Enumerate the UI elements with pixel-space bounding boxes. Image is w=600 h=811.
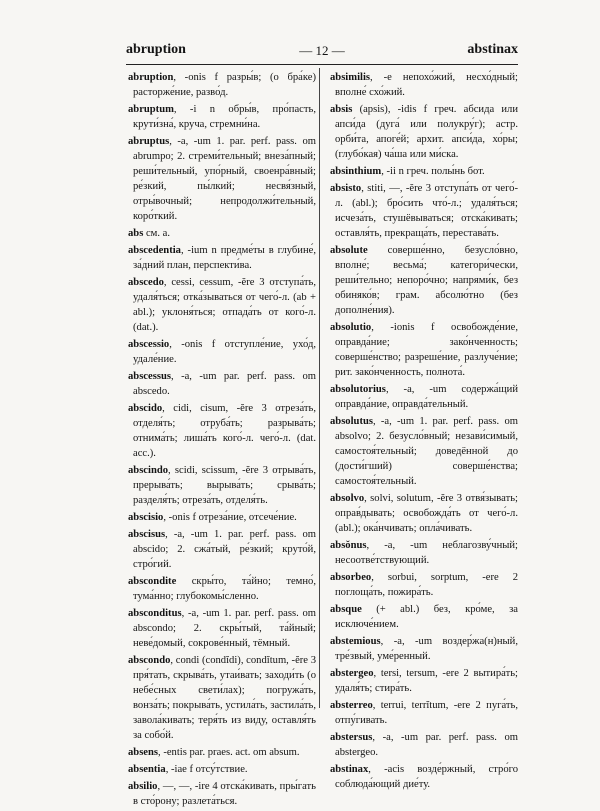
page-header — [126, 40, 518, 65]
entry-definition: , -a, -um неблагозву́чный; несоотве́тствующий. — [335, 540, 518, 566]
page-number: — 12 — — [299, 43, 345, 58]
dictionary-entry — [128, 226, 316, 241]
entry-definition: , -onis f отступле́ние, ухо́д, удале́ние. — [133, 339, 316, 365]
entry-headword: absilio — [128, 781, 158, 792]
dictionary-entry — [128, 527, 316, 572]
dictionary-entry — [128, 510, 316, 525]
entry-headword: absens — [128, 747, 159, 758]
left-running-headword: abruption — [126, 42, 186, 57]
dictionary-entry — [128, 401, 316, 461]
entry-definition: , -onis f отреза́ние, отсече́ние. — [163, 512, 297, 523]
entry-definition: скры́то, та́йно; темно́, тума́нно; глубокомы́сленно. — [133, 576, 316, 602]
dictionary-entry — [330, 570, 518, 600]
dictionary-entry — [330, 538, 518, 568]
entry-headword: abs — [128, 228, 144, 239]
dictionary-entry — [128, 275, 316, 335]
entry-definition: , -e непохо́жий, несхо́дный; вполне́ схо́жий. — [335, 72, 518, 98]
entry-headword: abruptum — [128, 104, 174, 115]
entry-headword: abstinax — [330, 764, 369, 775]
entry-headword: abscessio — [128, 339, 170, 350]
entry-definition: , stiti, —, -ĕre 3 отступа́ть от чего́-л. (abl.); бро́сить что́-л.; удаля́ться; исчеза́ть, стушёвываться; отска́кивать; оставля́ть, прекраща́ть, перестава́ть. — [335, 183, 518, 239]
dictionary-entry — [330, 243, 518, 318]
dictionary-entry — [128, 134, 316, 224]
dictionary-entry — [330, 602, 518, 632]
dictionary-entry — [330, 414, 518, 489]
column-divider — [319, 68, 320, 708]
dictionary-entry — [330, 164, 518, 179]
entry-headword: absinthium — [330, 166, 382, 177]
dictionary-entry — [330, 762, 518, 792]
entry-definition: , sorbui, sorptum, -ere 2 поглоща́ть, пожира́ть. — [335, 572, 518, 598]
entry-definition: , -ionis f освобожде́ние, оправда́ние; зако́нченность; соверше́нство; разреше́ние, разлуче́ние; рит. зако́нченность, полнота́. — [335, 322, 518, 378]
entry-headword: absolutus — [330, 416, 373, 427]
entry-definition: , -a, -um par. perf. pass. om abstergeo. — [335, 732, 518, 758]
entry-headword: absis — [330, 104, 353, 115]
entry-definition: соверше́нно, безусло́вно, вполне́; весьма́; категори́чески, реши́тельно; непоро́чно; напрями́к, без обиняко́в; грам. абсолю́тно (без дополне́ния). — [335, 245, 518, 316]
entry-headword: abruptus — [128, 136, 170, 147]
entry-definition: , -ium n предме́ты в глубине́, за́дний план, перспекти́ва. — [133, 245, 316, 271]
dictionary-entry — [330, 102, 518, 162]
dictionary-entry — [128, 243, 316, 273]
dictionary-entry — [128, 463, 316, 508]
dictionary-entry — [128, 574, 316, 604]
dictionary-entry — [330, 730, 518, 760]
dictionary-entry — [128, 70, 316, 100]
entry-headword: absolvo — [330, 493, 365, 504]
entry-definition: , -acis возде́ржный, стро́го соблюда́ющий дие́ту. — [335, 764, 518, 790]
entry-headword: absimilis — [330, 72, 371, 83]
entry-headword: absolute — [330, 245, 368, 256]
entry-definition: , scidi, scissum, -ĕre 3 отрыва́ть, прерыва́ть; вырыва́ть; срыва́ть; разделя́ть; отреза́ть, отделя́ть. — [133, 465, 316, 506]
entry-definition: , -a, -um 1. par. perf. pass. om abrumpo; 2. стреми́тельный; внеза́пный; реши́тельный, упо́рный, своенра́вный; ре́зкий, пы́лкий; несвя́зный, отры́вочный; непродолжи́тельный, коро́ткий. — [133, 136, 316, 222]
entry-headword: absorbeo — [330, 572, 372, 583]
right-running-headword: abstinax — [467, 42, 518, 57]
dictionary-entry — [128, 653, 316, 743]
entry-headword: abscondite — [128, 576, 177, 587]
entry-headword: abruption — [128, 72, 174, 83]
entry-definition: , -entis par. praes. act. om absum. — [158, 747, 300, 758]
dictionary-entry — [128, 745, 316, 760]
dictionary-entry — [128, 779, 316, 809]
entry-definition: , -ii n греч. полы́нь бот. — [381, 166, 485, 177]
entry-definition: (apsis), -idis f греч. абсида или апси́да (дуга́ или полукру́г); астр. орби́та, апоге́й; архит. апси́да, хо́ры; (глубо́кая) ча́ша или ми́ска. — [335, 104, 518, 160]
entry-definition: , -onis f разры́в; (о бра́ке) расторже́ние, разво́д. — [133, 72, 316, 98]
entry-headword: absŏnus — [330, 540, 367, 551]
entry-headword: absisto — [330, 183, 362, 194]
dictionary-entry — [330, 634, 518, 664]
entry-headword: abscondo — [128, 655, 171, 666]
entry-headword: absentia — [128, 764, 166, 775]
entry-definition: , -a, -um 1. par. perf. pass. om abscondo; 2. скры́тый, та́йный; неве́домый, сокрове́нный, тёмный. — [133, 608, 316, 649]
dictionary-entry — [330, 382, 518, 412]
entry-definition: (+ abl.) без, кро́ме, за исключе́нием. — [335, 604, 518, 630]
entry-headword: abstergeo — [330, 668, 374, 679]
entry-definition: , condi (condĭdi), condĭtum, -ĕre 3 пря́тать, скрыва́ть, утаи́вать; заходи́ть (о небе́сных свети́лах); погружа́ть, вонза́ть; покрыва́ть, устила́ть, застила́ть, завола́кивать; теря́ть из виду, оставля́ть за собо́й. — [133, 655, 316, 741]
left-column — [128, 70, 316, 811]
entry-definition: , -a, -um 1. par. perf. pass. om abscido; 2. сжа́тый, ре́зкий; круто́й, стро́гий. — [133, 529, 316, 570]
entry-headword: abscindo — [128, 465, 169, 476]
dictionary-entry — [128, 762, 316, 777]
entry-definition: см. a. — [143, 228, 171, 239]
entry-definition: , -a, -um par. perf. pass. om abscedo. — [133, 371, 316, 397]
entry-headword: absterreo — [330, 700, 373, 711]
entry-headword: absolutorius — [330, 384, 386, 395]
entry-definition: , -i n обры́в, про́пасть, крути́зна́, круча, стремни́на. — [133, 104, 316, 130]
entry-headword: abstemious — [330, 636, 381, 647]
entry-definition: , -a, -um 1. par. perf. pass. om absolvo; 2. безусло́вный; незави́симый, самостоя́тельный; доведённой до (дости́гший) соверше́нства; самостоя́тельный. — [335, 416, 518, 487]
entry-definition: , tersi, tersum, -ere 2 вытира́ть; удаля́ть; стира́ть. — [335, 668, 518, 694]
dictionary-entry — [330, 70, 518, 100]
dictionary-entry — [330, 491, 518, 536]
entry-headword: abscessus — [128, 371, 171, 382]
entry-definition: , cidi, cisum, -ĕre 3 отреза́ть, отделя́ть; отруба́ть; разрыва́ть; отнима́ть; лиша́ть кого́-л. чего́-л. (dat. acc.). — [133, 403, 316, 459]
entry-definition: , -a, -um воздер́жа(н)ный, тре́звый, уме́ренный. — [335, 636, 518, 662]
dictionary-entry — [128, 369, 316, 399]
entry-definition: , cessi, cessum, -ĕre 3 отступа́ть, удаля́ться; отка́зываться от чего́-л. (ab + abl.); уклоня́ться; отпада́ть от кого́-л. (dat.). — [133, 277, 316, 333]
dictionary-entry — [128, 606, 316, 651]
dictionary-entry — [330, 666, 518, 696]
entry-headword: abscedentia — [128, 245, 181, 256]
entry-definition: , -iae f отсу́тствие. — [165, 764, 248, 775]
entry-headword: abscido — [128, 403, 163, 414]
dictionary-entry — [128, 337, 316, 367]
entry-headword: abscisio — [128, 512, 164, 523]
dictionary-entry — [128, 102, 316, 132]
entry-headword: absque — [330, 604, 362, 615]
entry-definition: , -a, -um содержа́щий оправда́ние, оправда́тельный. — [335, 384, 518, 410]
dictionary-entry — [330, 698, 518, 728]
dictionary-entry — [330, 320, 518, 380]
entry-definition: , solvi, solutum, -ĕre 3 отвя́зывать; оправ́дывать; освобожда́ть от чего́-л. (abl.); ока́нчивать; опла́чивать. — [335, 493, 518, 534]
entry-definition: , terrui, terrĭtum, -ere 2 пуга́ть, отпу́гивать. — [335, 700, 518, 726]
entry-headword: absolutio — [330, 322, 372, 333]
entry-headword: absconditus — [128, 608, 182, 619]
right-column — [330, 70, 518, 794]
entry-headword: abscisus — [128, 529, 166, 540]
dictionary-entry — [330, 181, 518, 241]
entry-definition: , —, —, -ire 4 отска́кивать, пры́гать в сто́рону; разлета́ться. — [133, 781, 316, 807]
entry-headword: abscedo — [128, 277, 164, 288]
entry-headword: abstersus — [330, 732, 373, 743]
